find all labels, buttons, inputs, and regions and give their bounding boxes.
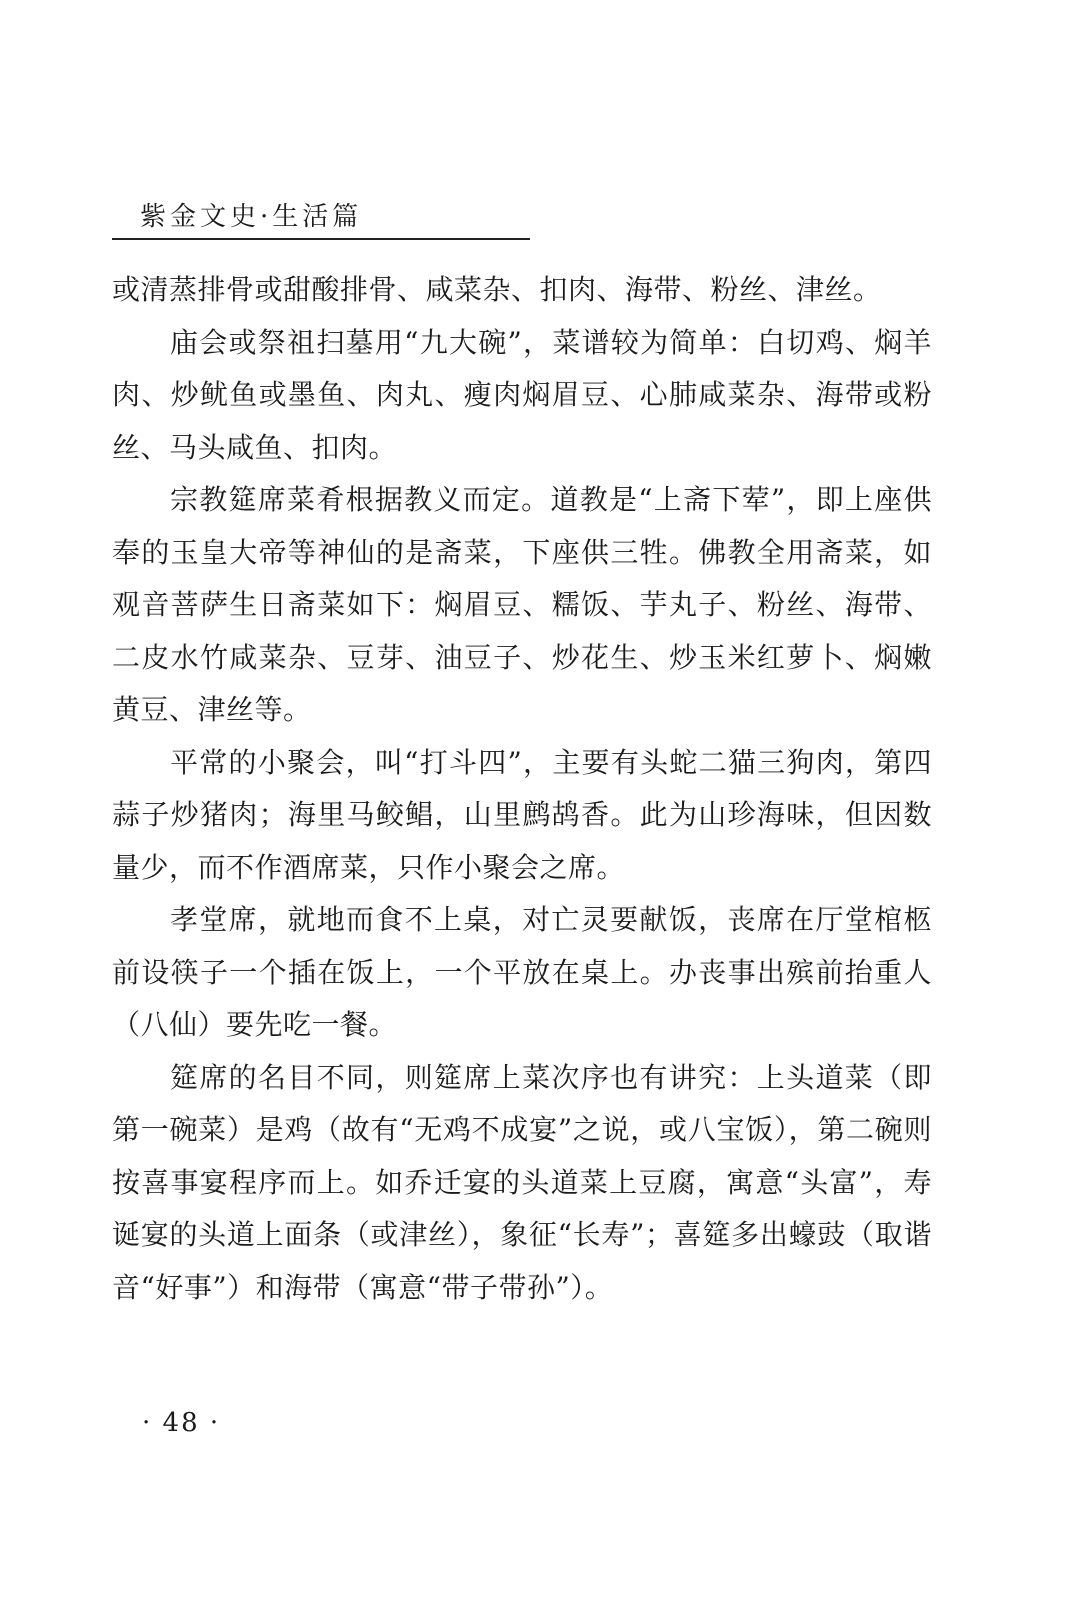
body-text xyxy=(112,264,932,1314)
paragraph: 孝堂席，就地而食不上桌，对亡灵要献饭，丧席在厅堂棺柩前设筷子一个插在饭上，一个平放在桌上。办丧事出殡前抬重人（八仙）要先吃一餐。 xyxy=(112,903,932,1041)
paragraph: 筵席的名目不同，则筵席上菜次序也有讲究：上头道菜（即第一碗菜）是鸡（故有“无鸡不成宴”之说，或八宝饭），第二碗则按喜事宴程序而上。如乔迁宴的头道菜上豆腐，寓意“头富”，寿诞宴的头道上面条（或津丝），象征“长寿”；喜筵多出蠔豉（取谐音“好事”）和海带（寓意“带子带孙”）。 xyxy=(112,1060,932,1304)
paragraph: 平常的小聚会，叫“打斗四”，主要有头蛇二猫三狗肉，第四蒜子炒猪肉；海里马鲛鲳，山里鹧鸪香。此为山珍海味，但因数量少，而不作酒席菜，只作小聚会之席。 xyxy=(112,745,932,884)
paragraph: 宗教筵席菜肴根据教义而定。道教是“上斋下荤”，即上座供奉的玉皇大帝等神仙的是斋菜，下座供三牲。佛教全用斋菜，如观音菩萨生日斋菜如下：焖眉豆、糯饭、芋丸子、粉丝、海带、二皮水竹咸菜杂、豆芽、油豆子、炒花生、炒玉米红萝卜、焖嫩黄豆、津丝等。 xyxy=(112,483,932,726)
header-rule xyxy=(112,238,530,240)
paragraph-continued: 或清蒸排骨或甜酸排骨、咸菜杂、扣肉、海带、粉丝、津丝。 xyxy=(112,273,882,306)
running-head: 紫金文史·生活篇 xyxy=(140,202,363,232)
paragraph: 庙会或祭祖扫墓用“九大碗”，菜谱较为简单：白切鸡、焖羊肉、炒鱿鱼或墨鱼、肉丸、瘦肉焖眉豆、心肺咸菜杂、海带或粉丝、马头咸鱼、扣肉。 xyxy=(112,325,932,464)
page-number: · 48 · xyxy=(142,1408,221,1438)
